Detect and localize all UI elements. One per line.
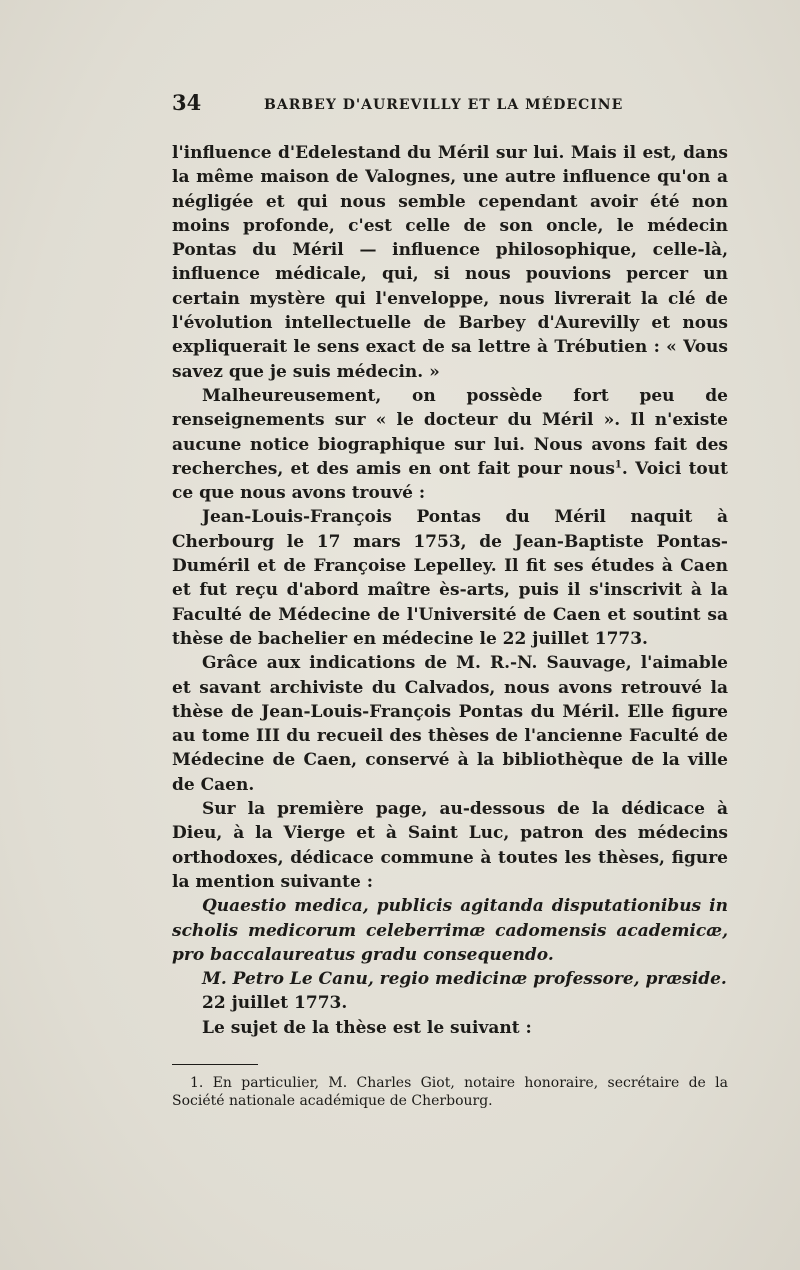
paragraph-2-text-b: . Voici tout ce que nous avons trouvé : xyxy=(172,458,728,504)
paragraph-3: Jean-Louis-François Pontas du Méril naquit à Cherbourg le 17 mars 1753, de Jean-Baptiste Pontas-Duméril et de Françoise Lepelley. Il fit ses études à Caen et fut reçu d'abord maître ès-arts, puis il s'inscrivit à la Faculté de Médecine de l'Université de Caen et soutint sa thèse de bachelier en médecine le 22 juillet 1773. xyxy=(172,507,728,649)
body-text xyxy=(172,141,728,1040)
page-number: 34 xyxy=(172,90,202,115)
paragraph-subject: Le sujet de la thèse est le suivant : xyxy=(202,1017,532,1038)
thesis-date: 22 juillet 1773. xyxy=(202,993,348,1014)
footnote-divider xyxy=(172,1064,258,1065)
running-title: BARBEY D'AUREVILLY ET LA MÉDECINE xyxy=(264,97,624,113)
paragraph-2 xyxy=(172,384,728,505)
latin-title: Quaestio medica, publicis agitanda disputationibus in scholis medicorum celeberrimæ cadomensis academicæ, pro baccalaureatus gradu consequendo. xyxy=(172,896,728,965)
page-header xyxy=(172,90,732,120)
latin-praeses: M. Petro Le Canu, regio medicinæ professore, præside. xyxy=(202,969,727,990)
paragraph-5: Sur la première page, au-dessous de la dédicace à Dieu, à la Vierge et à Saint Luc, patron des médecins orthodoxes, dédicace commune à toutes les thèses, figure la mention suivante : xyxy=(172,799,728,892)
footnote-ref: 1 xyxy=(614,459,622,471)
paragraph-2-text-a: Malheureusement, on possède fort peu de renseignements sur « le docteur du Méril ». Il n'existe aucune notice biographique sur lui. Nous avons fait des recherches, et des amis en ont fait pour nous xyxy=(172,385,728,479)
footnote-text: 1. En particulier, M. Charles Giot, notaire honoraire, secrétaire de la Société nationale académique de Cherbourg. xyxy=(172,1075,728,1109)
paragraph-1: l'influence d'Edelestand du Méril sur lui. Mais il est, dans la même maison de Valognes, une autre influence qu'on a négligée et qui nous semble cependant avoir été non moins profonde, c'est celle de son oncle, le médecin Pontas du Méril — influence philosophique, celle-là, influence médicale, qui, si nous pouvions percer un certain mystère qui l'enveloppe, nous livrerait la clé de l'évolution intellectuelle de Barbey d'Aurevilly et nous expliquerait le sens exact de sa lettre à Trébutien : « Vous savez que je suis médecin. » xyxy=(172,143,728,382)
footnote xyxy=(172,1074,728,1110)
paragraph-4: Grâce aux indications de M. R.-N. Sauvage, l'aimable et savant archiviste du Calvados, nous avons retrouvé la thèse de Jean-Louis-François Pontas du Méril. Elle figure au tome III du recueil des thèses de l'ancienne Faculté de Médecine de Caen, conservé à la bibliothèque de la ville de Caen. xyxy=(172,653,728,795)
